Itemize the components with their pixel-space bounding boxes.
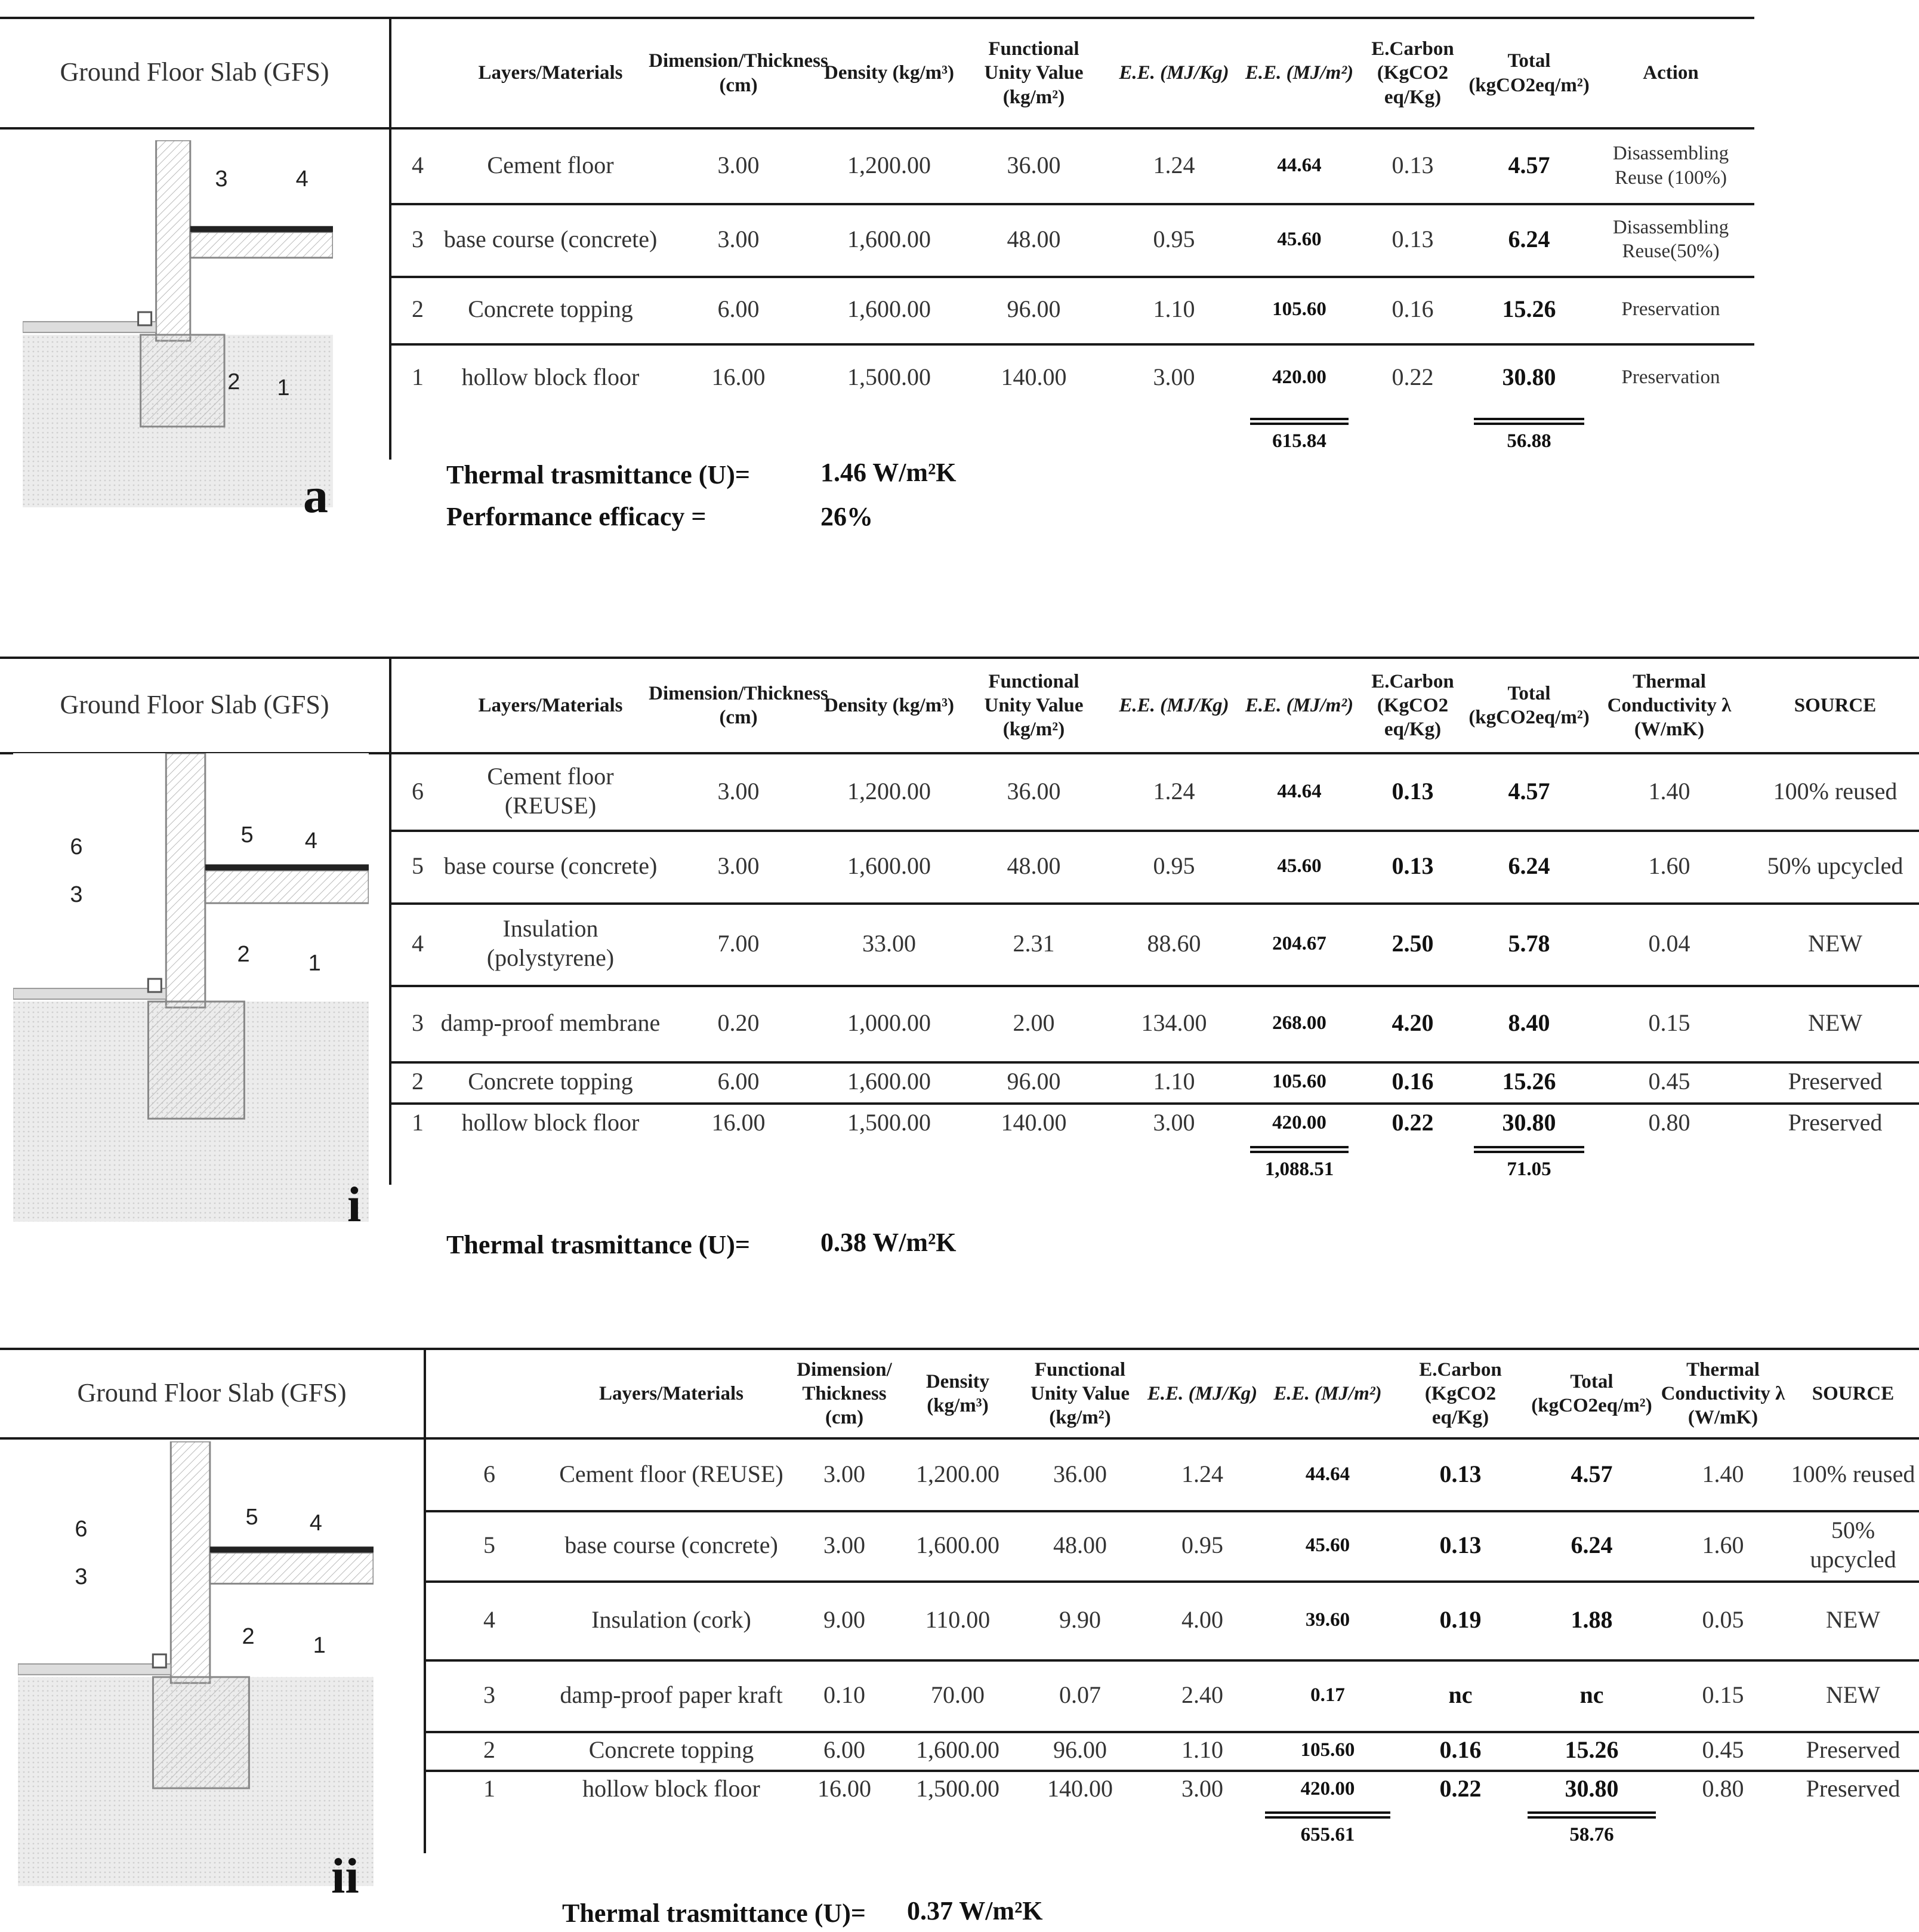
- material-name: Cement floor (REUSE): [559, 1460, 783, 1487]
- row-source: 50% upcycled: [1767, 852, 1903, 879]
- ee-per-kg-value: 1.24: [1153, 777, 1195, 805]
- header-dimension: Dimension/ Thickness (cm): [797, 1358, 892, 1429]
- total-value: 5.78: [1508, 929, 1550, 957]
- header-ee-per-kg: E.E. (MJ/Kg): [1119, 62, 1229, 84]
- header-ee-per-m2: E.E. (MJ/m²): [1273, 1382, 1382, 1404]
- ecarbon-value: 0.22: [1439, 1775, 1482, 1802]
- performance-efficacy-label: Performance efficacy =: [446, 502, 706, 531]
- thermal-transmittance-label: Thermal trasmittance (U)=: [562, 1899, 866, 1928]
- row-number: 5: [483, 1531, 495, 1558]
- functional-unity-value: 140.00: [1001, 1108, 1067, 1136]
- ee-per-m2-value: 0.17: [1310, 1684, 1345, 1706]
- total-value: 30.80: [1502, 363, 1556, 391]
- panel-letter: a: [303, 468, 328, 523]
- header-functional-unity: Functional Unity Value (kg/m²): [984, 670, 1084, 741]
- header-ee-per-m2: E.E. (MJ/m²): [1245, 694, 1354, 716]
- ee-per-kg-value: 0.95: [1153, 225, 1195, 252]
- material-name: hollow block floor: [582, 1775, 760, 1802]
- ecarbon-value: 0.13: [1439, 1531, 1482, 1558]
- diagram-layer-label: 3: [215, 166, 228, 192]
- density-value: 1,600.00: [916, 1736, 999, 1764]
- total-value: 15.26: [1565, 1736, 1619, 1764]
- row-action: Disassembling Reuse (100%): [1612, 143, 1729, 189]
- table-title: Ground Floor Slab (GFS): [60, 689, 329, 719]
- diagram-layer-label: 3: [75, 1564, 88, 1590]
- density-value: 1,600.00: [847, 225, 931, 252]
- density-value: 1,600.00: [847, 295, 931, 323]
- sum-ee-per-m2: 615.84: [1272, 430, 1326, 452]
- functional-unity-value: 48.00: [1053, 1531, 1107, 1558]
- thermal-transmittance-label: Thermal trasmittance (U)=: [446, 1230, 750, 1259]
- row-source: NEW: [1825, 1606, 1881, 1633]
- total-value: 30.80: [1565, 1775, 1619, 1802]
- material-name: Concrete topping: [468, 1068, 633, 1095]
- density-value: 1,500.00: [847, 363, 931, 391]
- header-ecarbon: E.Carbon (KgCO2 eq/Kg): [1371, 38, 1454, 108]
- column-divider: [389, 657, 391, 1185]
- dimension-value: 3.00: [717, 152, 760, 179]
- row-source: Preserved: [1788, 1068, 1883, 1095]
- row-source: NEW: [1807, 929, 1863, 957]
- diagram-layer-label: 1: [313, 1633, 326, 1659]
- row-source: 100% reused: [1791, 1460, 1915, 1487]
- thermal-conductivity-value: 1.40: [1702, 1460, 1744, 1487]
- functional-unity-value: 140.00: [1001, 363, 1067, 391]
- ecarbon-value: 0.16: [1392, 295, 1434, 323]
- header-density: Density (kg/m³): [824, 62, 954, 84]
- ee-per-kg-value: 3.00: [1153, 1108, 1195, 1136]
- material-name: Concrete topping: [468, 295, 633, 323]
- ee-per-m2-value: 105.60: [1272, 1071, 1326, 1093]
- material-name: Insulation (cork): [591, 1606, 751, 1633]
- ee-per-m2-value: 420.00: [1272, 1111, 1326, 1133]
- functional-unity-value: 36.00: [1007, 777, 1061, 805]
- ee-per-kg-value: 2.40: [1181, 1681, 1223, 1708]
- diagram-layer-label: 5: [245, 1505, 258, 1530]
- header-action: Action: [1643, 62, 1699, 84]
- row-number: 4: [412, 152, 424, 179]
- row-number: 1: [483, 1775, 495, 1802]
- header-dimension: Dimension/Thickness (cm): [649, 682, 828, 728]
- ee-double-underline: [1250, 418, 1349, 425]
- diagram-layer-label: 6: [75, 1517, 88, 1542]
- density-value: 1,600.00: [847, 852, 931, 879]
- ecarbon-value: 0.13: [1392, 777, 1434, 805]
- material-name: Concrete topping: [588, 1736, 754, 1764]
- ee-per-kg-value: 1.24: [1181, 1460, 1223, 1487]
- ecarbon-value: nc: [1448, 1681, 1473, 1708]
- ee-per-m2-value: 420.00: [1300, 1778, 1355, 1800]
- row-number: 1: [412, 363, 424, 391]
- row-action: Preservation: [1621, 298, 1720, 321]
- header-density: Density (kg/m³): [824, 694, 954, 716]
- thermal-conductivity-value: 1.60: [1648, 852, 1690, 879]
- row-action: Disassembling Reuse(50%): [1612, 216, 1729, 262]
- total-double-underline: [1528, 1811, 1656, 1819]
- row-number: 1: [412, 1108, 424, 1136]
- diagram-layer-label: 4: [295, 166, 308, 192]
- header-functional-unity: Functional Unity Value (kg/m²): [1031, 1358, 1130, 1429]
- total-value: 15.26: [1502, 1068, 1556, 1095]
- panel-letter: i: [347, 1177, 362, 1232]
- ee-double-underline: [1250, 1146, 1349, 1153]
- dimension-value: 3.00: [717, 225, 760, 252]
- density-value: 1,500.00: [847, 1108, 931, 1136]
- diagram-layer-label: 2: [227, 369, 240, 395]
- header-source: SOURCE: [1794, 694, 1877, 716]
- dimension-value: 6.00: [717, 1068, 760, 1095]
- dimension-value: 3.00: [717, 852, 760, 879]
- total-value: 6.24: [1508, 225, 1550, 252]
- header-layers: Layers/Materials: [599, 1382, 743, 1404]
- functional-unity-value: 140.00: [1047, 1775, 1113, 1802]
- header-ee-per-kg: E.E. (MJ/Kg): [1147, 1382, 1258, 1404]
- ecarbon-value: 0.16: [1392, 1068, 1434, 1095]
- ee-per-m2-value: 44.64: [1305, 1463, 1350, 1485]
- row-source: 50% upcycled: [1810, 1517, 1896, 1573]
- total-value: 30.80: [1502, 1108, 1556, 1136]
- ee-per-kg-value: 1.10: [1153, 1068, 1195, 1095]
- density-value: 110.00: [925, 1606, 991, 1633]
- thermal-conductivity-value: 0.15: [1648, 1009, 1690, 1036]
- density-value: 1,000.00: [847, 1009, 931, 1036]
- material-name: Cement floor (REUSE): [487, 763, 614, 819]
- ecarbon-value: 0.13: [1392, 225, 1434, 252]
- total-value: 6.24: [1571, 1531, 1613, 1558]
- diagram-layer-label: 6: [70, 834, 83, 860]
- ee-per-kg-value: 4.00: [1181, 1606, 1223, 1633]
- dimension-value: 16.00: [711, 1108, 766, 1136]
- dimension-value: 0.10: [823, 1681, 865, 1708]
- row-number: 3: [412, 225, 424, 252]
- density-value: 1,600.00: [916, 1531, 999, 1558]
- thermal-conductivity-value: 0.45: [1648, 1068, 1690, 1095]
- material-name: hollow block floor: [461, 1108, 640, 1136]
- diagram-layer-label: 2: [242, 1624, 255, 1650]
- header-total: Total (kgCO2eq/m²): [1531, 1370, 1652, 1416]
- ecarbon-value: 4.20: [1392, 1009, 1434, 1036]
- material-name: base course (concrete): [564, 1531, 778, 1558]
- functional-unity-value: 9.90: [1059, 1606, 1101, 1633]
- ee-per-kg-value: 1.24: [1153, 152, 1195, 179]
- ee-per-m2-value: 105.60: [1300, 1739, 1355, 1761]
- dimension-value: 0.20: [717, 1009, 760, 1036]
- header-total: Total (kgCO2eq/m²): [1468, 682, 1590, 728]
- ecarbon-value: 0.22: [1392, 363, 1434, 391]
- material-name: hollow block floor: [461, 363, 640, 391]
- ecarbon-value: 0.22: [1392, 1108, 1434, 1136]
- thermal-conductivity-value: 1.40: [1648, 777, 1690, 805]
- material-name: Insulation (polystyrene): [486, 915, 615, 971]
- header-ecarbon: E.Carbon (KgCO2 eq/Kg): [1371, 670, 1454, 741]
- material-name: Cement floor: [487, 152, 614, 179]
- ee-per-kg-value: 1.10: [1181, 1736, 1223, 1764]
- row-action: Preservation: [1621, 366, 1720, 389]
- header-density: Density (kg/m³): [925, 1370, 990, 1416]
- section-drawing-a: [23, 140, 333, 507]
- row-number: 3: [412, 1009, 424, 1036]
- ee-per-kg-value: 134.00: [1141, 1009, 1207, 1036]
- total-value: 8.40: [1508, 1009, 1550, 1036]
- diagram-layer-label: 4: [304, 828, 317, 854]
- functional-unity-value: 2.00: [1013, 1009, 1055, 1036]
- dimension-value: 6.00: [823, 1736, 865, 1764]
- functional-unity-value: 0.07: [1059, 1681, 1101, 1708]
- material-name: base course (concrete): [443, 225, 658, 252]
- total-value: 4.57: [1508, 777, 1550, 805]
- diagram-layer-label: 2: [237, 942, 250, 967]
- header-ecarbon: E.Carbon (KgCO2 eq/Kg): [1419, 1358, 1502, 1429]
- row-number: 6: [483, 1460, 495, 1487]
- thermal-transmittance-label: Thermal trasmittance (U)=: [446, 460, 750, 489]
- row-number: 2: [483, 1736, 495, 1764]
- thermal-conductivity-value: 0.80: [1702, 1775, 1744, 1802]
- row-number: 5: [412, 852, 424, 879]
- total-value: 4.57: [1508, 152, 1550, 179]
- row-source: Preserved: [1806, 1736, 1901, 1764]
- density-value: 1,200.00: [847, 777, 931, 805]
- density-value: 33.00: [862, 929, 916, 957]
- thermal-conductivity-value: 0.15: [1702, 1681, 1744, 1708]
- ee-per-kg-value: 0.95: [1153, 852, 1195, 879]
- thermal-conductivity-value: 0.05: [1702, 1606, 1744, 1633]
- ee-per-m2-value: 45.60: [1305, 1534, 1350, 1556]
- ee-per-m2-value: 39.60: [1305, 1609, 1350, 1631]
- density-value: 70.00: [931, 1681, 985, 1708]
- thermal-conductivity-value: 0.04: [1648, 929, 1690, 957]
- total-value: 6.24: [1508, 852, 1550, 879]
- dimension-value: 6.00: [717, 295, 760, 323]
- row-number: 3: [483, 1681, 495, 1708]
- density-value: 1,200.00: [847, 152, 931, 179]
- column-divider: [389, 17, 391, 460]
- dimension-value: 3.00: [717, 777, 760, 805]
- thermal-conductivity-value: 1.60: [1702, 1531, 1744, 1558]
- diagram-layer-label: 3: [70, 882, 83, 908]
- ecarbon-value: 0.16: [1439, 1736, 1482, 1764]
- table-title: Ground Floor Slab (GFS): [60, 57, 329, 87]
- material-name: base course (concrete): [443, 852, 658, 879]
- ee-per-m2-value: 45.60: [1277, 228, 1322, 250]
- dimension-value: 9.00: [823, 1606, 865, 1633]
- section-drawing-i: [13, 753, 369, 1222]
- diagram-layer-label: 1: [277, 375, 290, 400]
- sum-total: 56.88: [1507, 430, 1551, 452]
- density-value: 1,600.00: [847, 1068, 931, 1095]
- row-number: 2: [412, 1068, 424, 1095]
- header-thermal-conductivity: Thermal Conductivity λ (W/mK): [1607, 670, 1732, 741]
- header-ee-per-kg: E.E. (MJ/Kg): [1119, 694, 1229, 716]
- sum-ee-per-m2: 1,088.51: [1264, 1158, 1334, 1180]
- total-value: nc: [1579, 1681, 1604, 1708]
- row-number: 4: [412, 929, 424, 957]
- ecarbon-value: 0.19: [1439, 1606, 1482, 1633]
- ee-per-kg-value: 3.00: [1181, 1775, 1223, 1802]
- functional-unity-value: 36.00: [1053, 1460, 1107, 1487]
- functional-unity-value: 96.00: [1007, 1068, 1061, 1095]
- row-number: 6: [412, 777, 424, 805]
- diagram-layer-label: 4: [309, 1511, 322, 1536]
- ee-per-kg-value: 1.10: [1153, 295, 1195, 323]
- header-functional-unity: Functional Unity Value (kg/m²): [984, 38, 1084, 108]
- row-source: 100% reused: [1773, 777, 1898, 805]
- dimension-value: 16.00: [817, 1775, 871, 1802]
- ee-per-m2-value: 105.60: [1272, 298, 1326, 321]
- density-value: 1,500.00: [916, 1775, 999, 1802]
- thermal-transmittance-value: 0.37 W/m²K: [907, 1896, 1043, 1925]
- diagram-layer-label: 1: [308, 951, 321, 976]
- thermal-conductivity-value: 0.45: [1702, 1736, 1744, 1764]
- thermal-transmittance-value: 0.38 W/m²K: [820, 1228, 957, 1257]
- row-number: 4: [483, 1606, 495, 1633]
- row-number: 2: [412, 295, 424, 323]
- ee-per-m2-value: 420.00: [1272, 366, 1326, 389]
- header-thermal-conductivity: Thermal Conductivity λ (W/mK): [1661, 1358, 1785, 1429]
- thermal-transmittance-value: 1.46 W/m²K: [820, 458, 957, 487]
- ee-double-underline: [1265, 1811, 1390, 1819]
- sum-total: 71.05: [1507, 1158, 1551, 1180]
- functional-unity-value: 36.00: [1007, 152, 1061, 179]
- material-name: damp-proof membrane: [440, 1009, 661, 1036]
- table-title: Ground Floor Slab (GFS): [77, 1378, 347, 1407]
- row-source: NEW: [1807, 1009, 1863, 1036]
- ecarbon-value: 0.13: [1392, 152, 1434, 179]
- dimension-value: 3.00: [823, 1531, 865, 1558]
- row-source: NEW: [1825, 1681, 1881, 1708]
- ee-per-kg-value: 0.95: [1181, 1531, 1223, 1558]
- dimension-value: 7.00: [717, 929, 760, 957]
- functional-unity-value: 48.00: [1007, 852, 1061, 879]
- dimension-value: 16.00: [711, 363, 766, 391]
- total-value: 1.88: [1571, 1606, 1613, 1633]
- functional-unity-value: 48.00: [1007, 225, 1061, 252]
- ee-per-m2-value: 204.67: [1272, 932, 1326, 954]
- row-source: Preserved: [1788, 1108, 1883, 1136]
- total-double-underline: [1474, 418, 1584, 425]
- ecarbon-value: 2.50: [1392, 929, 1434, 957]
- functional-unity-value: 96.00: [1053, 1736, 1107, 1764]
- row-source: Preserved: [1806, 1775, 1901, 1802]
- header-total: Total (kgCO2eq/m²): [1468, 50, 1590, 96]
- sum-ee-per-m2: 655.61: [1300, 1823, 1355, 1845]
- header-ee-per-m2: E.E. (MJ/m²): [1245, 62, 1354, 84]
- density-value: 1,200.00: [916, 1460, 999, 1487]
- ee-per-m2-value: 44.64: [1277, 155, 1322, 177]
- ee-per-m2-value: 268.00: [1272, 1012, 1326, 1034]
- ecarbon-value: 0.13: [1392, 852, 1434, 879]
- ee-per-m2-value: 45.60: [1277, 855, 1322, 877]
- total-value: 15.26: [1502, 295, 1556, 323]
- header-layers: Layers/Materials: [478, 694, 623, 716]
- ee-per-kg-value: 88.60: [1147, 929, 1201, 957]
- total-double-underline: [1474, 1146, 1584, 1153]
- ee-per-m2-value: 44.64: [1277, 780, 1322, 802]
- section-drawing-ii: [18, 1441, 374, 1886]
- total-value: 4.57: [1571, 1460, 1613, 1487]
- diagram-layer-label: 5: [240, 822, 254, 848]
- header-dimension: Dimension/Thickness (cm): [649, 50, 828, 96]
- header-source: SOURCE: [1812, 1382, 1895, 1404]
- panel-letter: ii: [331, 1848, 359, 1904]
- ee-per-kg-value: 3.00: [1153, 363, 1195, 391]
- material-name: damp-proof paper kraft: [560, 1681, 783, 1708]
- header-layers: Layers/Materials: [478, 62, 623, 84]
- ecarbon-value: 0.13: [1439, 1460, 1482, 1487]
- thermal-conductivity-value: 0.80: [1648, 1108, 1690, 1136]
- functional-unity-value: 96.00: [1007, 295, 1061, 323]
- sum-total: 58.76: [1569, 1823, 1614, 1845]
- dimension-value: 3.00: [823, 1460, 865, 1487]
- functional-unity-value: 2.31: [1013, 929, 1055, 957]
- performance-efficacy-value: 26%: [820, 502, 873, 531]
